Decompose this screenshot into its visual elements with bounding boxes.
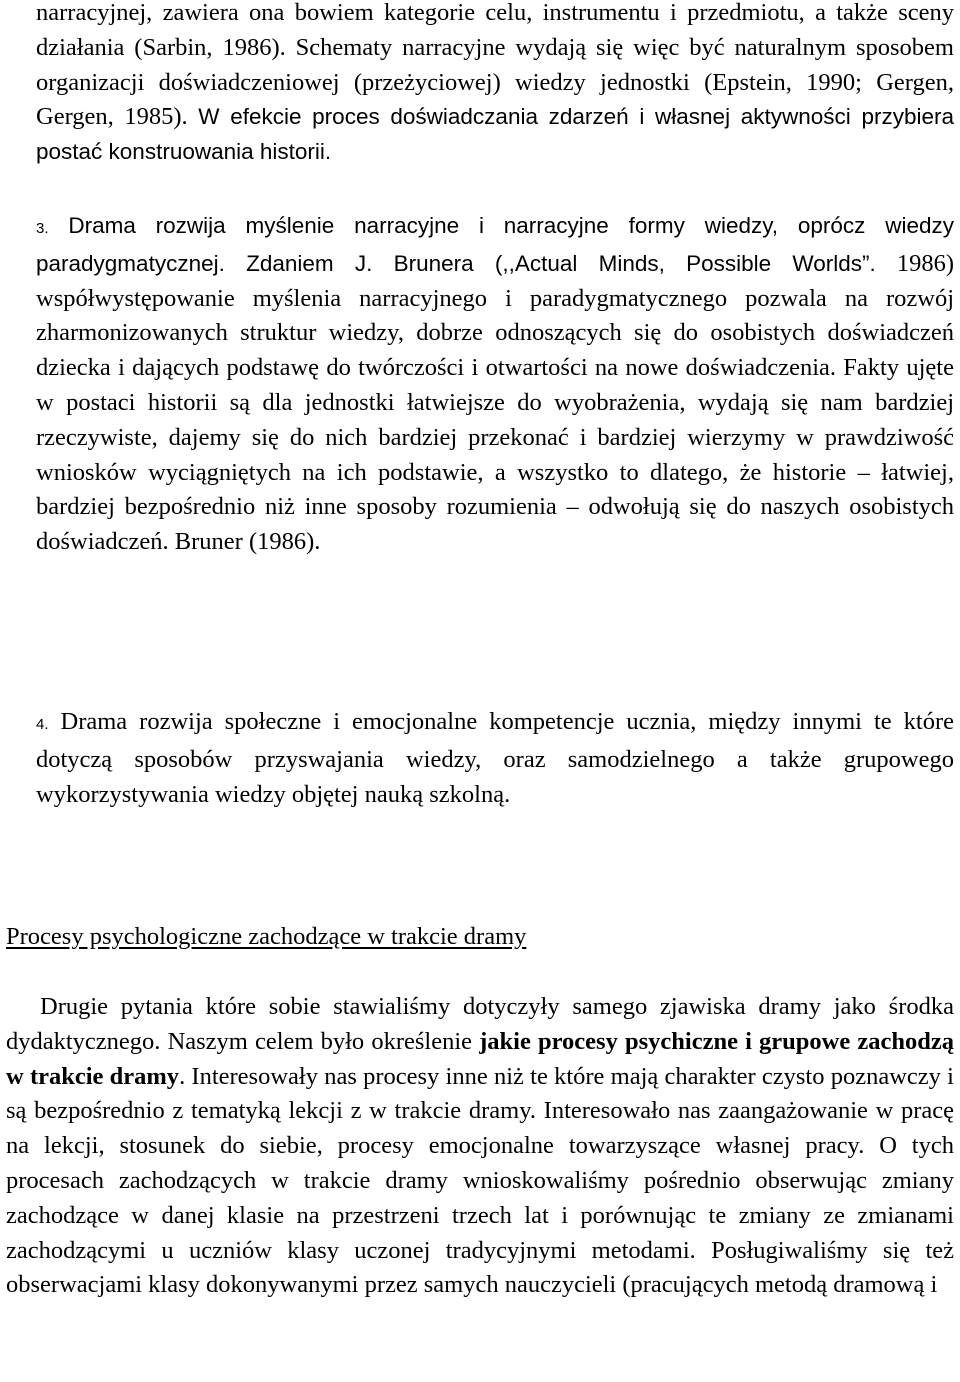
section-paragraph-bold: jakie procesy psychiczne i grupowe zachodzą w trakcie dramy	[6, 1027, 954, 1090]
list-item-4	[36, 705, 954, 812]
continuation-paragraph	[36, 0, 954, 170]
list-item-4-text: Drama rozwija społeczne i emocjonalne kompetencje ucznia, między innymi te które dotyczą sposobów przyswajania wiedzy, oraz samodzielnego a także grupowego wykorzystywania wiedzy objętej nauką szkolną.	[36, 708, 954, 808]
section-paragraph-start: Drugie pytania które sobie stawialiśmy dotyczyły samego zjawiska dramy jako środka dydaktycznego. Naszym celem było określenie	[6, 993, 954, 1055]
section-paragraph-end: . Interesowały nas procesy inne niż te które mają charakter czysto poznawczy i są bezpośrednio z tematyką lekcji z w trakcie dramy. Interesowało nas zaangażowanie w pracę na lekcji, stosunek do siebie, procesy emocjonalne towarzyszące własnej pracy. O tych procesach zachodzących w trakcie dramy wnioskowaliśmy pośrednio obserwując zmiany zachodzące w danej klasie na przestrzeni trzech lat i porównując te zmiany ze zmianami zachodzącymi u uczniów klasy uczonej tradycyjnymi metodami. Posługiwaliśmy się też obserwacjami klasy dokonywanymi przez samych nauczycieli (pracujących metodą dramową i	[6, 1062, 954, 1299]
list-item-3-sans-text: Drama rozwija myślenie narracyjne i narracyjne formy wiedzy, oprócz wiedzy paradygmatycznej. Zdaniem J. Brunera (,,Actual Minds, Possible Worlds”.	[36, 213, 954, 276]
list-item-3-serif-text: 1986) współwystępowanie myślenia narracyjnego i paradygmatycznego pozwala na rozwój zharmonizowanych struktur wiedzy, dobrze odnoszących się do osobistych doświadczeń dziecka i dających podstawę do twórczości i otwartości na nowe doświadczenia. Fakty ujęte w postaci historii są dla jednostki łatwiejsze do wyobrażenia, wydają się nam bardziej rzeczywiste, dajemy się do nich bardziej przekonać i bardziej wierzymy w prawdziwość wniosków wyciągniętych na ich podstawie, a wszystko to dlatego, że historie – łatwiej, bardziej bezpośrednio niż inne sposoby rozumienia – odwołują się do naszych osobistych doświadczeń. Bruner (1986).	[36, 249, 954, 556]
list-number-3: 3.	[36, 220, 49, 237]
list-item-3	[36, 209, 954, 560]
continuation-serif-text: narracyjnej, zawiera ona bowiem kategorie celu, instrumentu i przedmiotu, a także sceny działania (Sarbin, 1986). Schematy narracyjne wydają się więc być naturalnym sposobem organizacji doświadczeniowej (przeżyciowej) wiedzy jednostki (Epstein, 1990; Gergen, Gergen, 1985).	[36, 0, 954, 131]
continuation-sans-text: W efekcie proces doświadczania zdarzeń i własnej aktywności przybiera postać konstruowania historii.	[36, 104, 954, 165]
list-number-4: 4.	[36, 716, 49, 733]
section-paragraph	[6, 990, 954, 1303]
section-heading: Procesy psychologiczne zachodzące w trakcie dramy	[6, 923, 527, 950]
